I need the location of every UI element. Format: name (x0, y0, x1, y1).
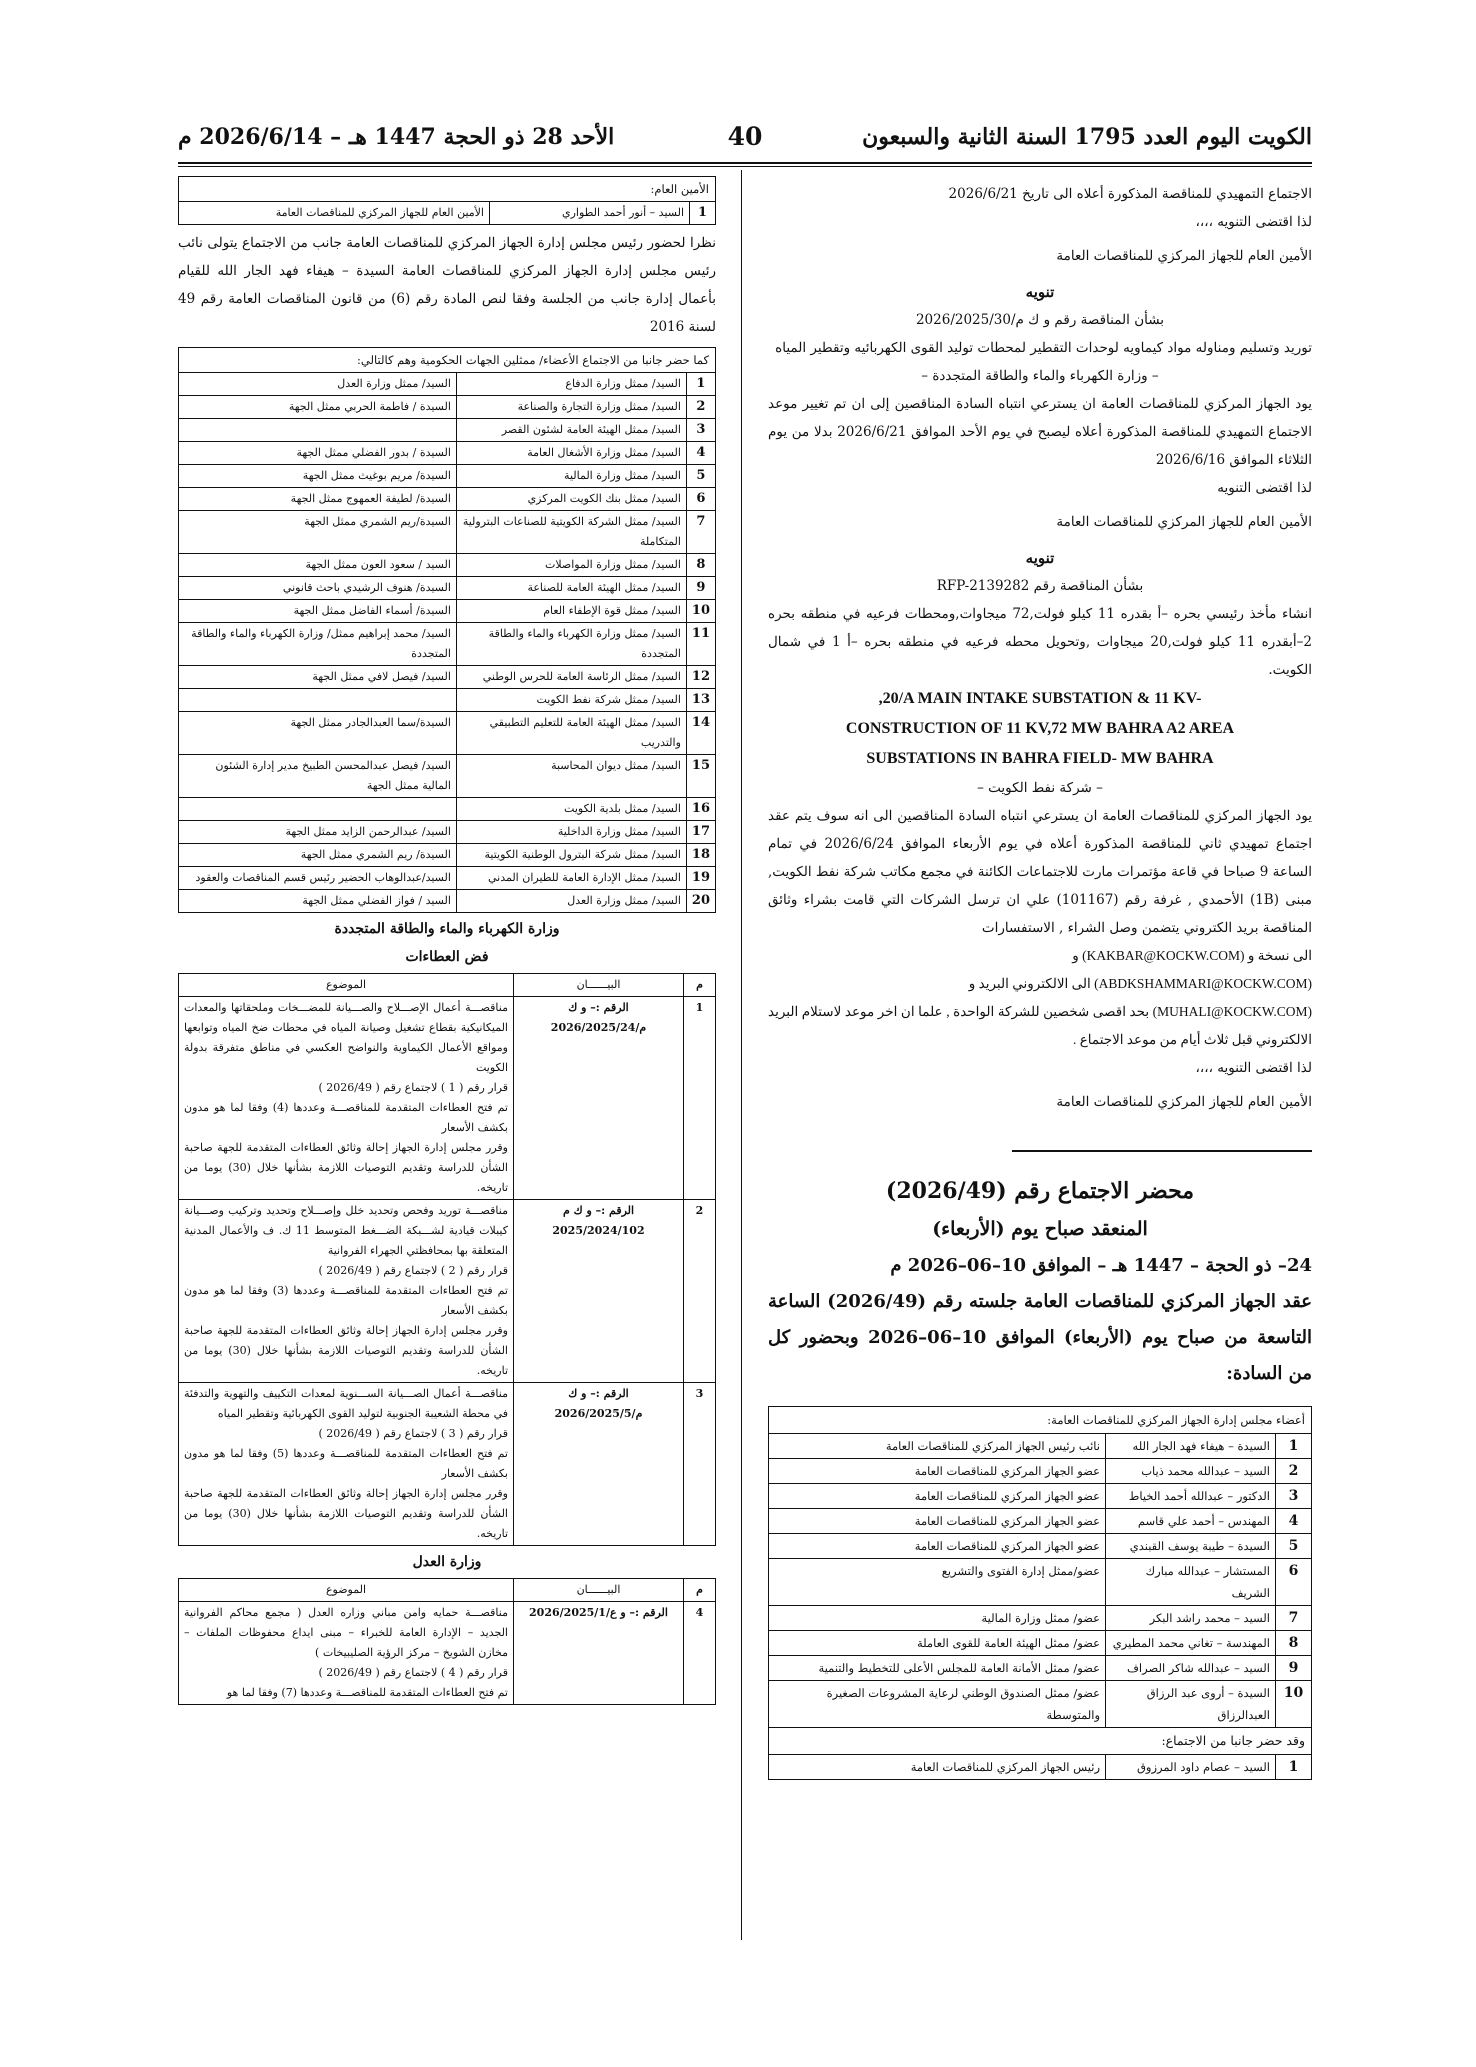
person-cell (179, 798, 457, 821)
subject-line: مناقصـــة توريد وفحص وتحديد خلل وإصـــلاح وتحديد وتركيب وصـــيانة كيبلات قيادية لشـــبكة الضـــغط المتوسط 11 ك. ف والأعمال المدنية المتعلقة بها بمحافظتي الجهراء الفروانية (184, 1204, 508, 1257)
entity-cell: السيد/ ممثل وزارة الداخلية (456, 821, 686, 844)
entity-cell: السيد/ ممثل وزارة التجارة والصناعة (456, 396, 686, 419)
notice-title: تنويه (1025, 549, 1055, 567)
table-row: 1 السيد – عصام داود المرزوق رئيس الجهاز المركزي للمناقصات العامة (769, 1755, 1312, 1780)
row-number: 4 (684, 1602, 716, 1705)
english-title-line: SUBSTATIONS IN BAHRA FIELD- MW BAHRA (866, 750, 1214, 767)
table-row (179, 666, 716, 689)
statement-cell (514, 1383, 684, 1546)
table-row (179, 488, 716, 511)
entity-cell: السيد/ ممثل وزارة الكهرباء والماء والطاقة المتجددة (456, 623, 686, 666)
section-separator (1012, 1150, 1312, 1152)
table-row (179, 577, 716, 600)
subject-line: قرار رقم ( 1 ) لاجتماع رقم ( 2026/49 ) (318, 1081, 508, 1094)
entity-cell: السيد/ ممثل وزارة المواصلات (456, 554, 686, 577)
email-line: (MUHALI@KOCKW.COM) بحد اقصى شخصين للشركة الواحدة , علما ان اخر موعد لاستلام البريد الالكتروني قبل ثلاث أيام من موعد الاجتماع . (768, 1004, 1312, 1047)
entity-cell: السيد/ ممثل بنك الكويت المركزي (456, 488, 686, 511)
person-cell: السيدة / فاطمة الحربي ممثل الجهة (179, 396, 457, 419)
person-cell: السيد/عبدالوهاب الحضير رئيس قسم المناقصات والعقود (179, 867, 457, 890)
table-row (179, 373, 716, 396)
notice-2 (768, 544, 1312, 1116)
entity-cell: السيد/ ممثل الهيئة العامة للصناعة (456, 577, 686, 600)
right-column (768, 180, 1312, 1780)
column-header: الموضوع (179, 1579, 514, 1602)
table-row: 4 المهندس – أحمد علي قاسم عضو الجهاز المركزي للمناقصات العامة (769, 1509, 1312, 1534)
signature: الأمين العام للجهاز المركزي للمناقصات العامة (1056, 248, 1312, 264)
subject-line: قرار رقم ( 4 ) لاجتماع رقم ( 2026/49 ) (318, 1666, 508, 1679)
notice-closing: لذا اقتضى التنويه ،،،، (1195, 1060, 1312, 1076)
table-caption: أعضاء مجلس إدارة الجهاز المركزي للمناقصات العامة: (769, 1407, 1312, 1434)
row-number: 1 (686, 373, 715, 396)
person-cell (179, 419, 457, 442)
person-cell: السيد/ فيصل لافي ممثل الجهة (179, 666, 457, 689)
statement-cell (514, 1200, 684, 1383)
table-row (179, 844, 716, 867)
row-number: 7 (686, 511, 715, 554)
board-members-table (768, 1406, 1312, 1780)
tender-number: بشأن المناقصة رقم و ك م/2026/2025/30 (915, 312, 1165, 328)
statement-cell (514, 997, 684, 1200)
table-row (179, 465, 716, 488)
row-number: 11 (686, 623, 715, 666)
table-row: 5 السيدة – طيبة يوسف القبندي عضو الجهاز المركزي للمناقصات العامة (769, 1534, 1312, 1559)
table-row (179, 1602, 716, 1705)
person-cell: السيدة/سما العبدالجادر ممثل الجهة (179, 712, 457, 755)
meeting-minutes (768, 1172, 1312, 1392)
entity-cell: السيد/ ممثل قوة الإطفاء العام (456, 600, 686, 623)
entity-cell: السيد/ ممثل الشركة الكويتية للصناعات البترولية المتكاملة (456, 511, 686, 554)
person-cell: السيدة/ أسماء الفاضل ممثل الجهة (179, 600, 457, 623)
person-cell: السيدة/ مريم بوغيث ممثل الجهة (179, 465, 457, 488)
table-row (179, 997, 716, 1200)
row-number: 14 (686, 712, 715, 755)
row-number: 8 (686, 554, 715, 577)
tender-ref: الرقم :– و ك (568, 1387, 629, 1400)
subject-cell (179, 1383, 514, 1546)
subject-line: تم فتح العطاءات المتقدمة للمناقصـــة وعددها (3) وفقا لما هو مدون بكشف الأسعار (184, 1284, 508, 1317)
table-row: 8 المهندسة – تغاني محمد المطيري عضو/ ممثل الهيئة العامة للقوى العاملة (769, 1631, 1312, 1656)
english-title-line: CONSTRUCTION OF 11 KV,72 MW BAHRA A2 AREA (845, 720, 1235, 737)
table-row: 1 السيدة – هيفاء فهد الجار الله نائب رئيس الجهاز المركزي للمناقصات العامة (769, 1434, 1312, 1459)
column-header: البيــــــان (514, 974, 684, 997)
signature: الأمين العام للجهاز المركزي للمناقصات العامة (1056, 1094, 1312, 1110)
row-number: 2 (684, 1200, 716, 1383)
page-header (178, 118, 1312, 162)
entity-cell: السيد/ ممثل وزارة الدفاع (456, 373, 686, 396)
entity-cell: السيد/ ممثل ديوان المحاسبة (456, 755, 686, 798)
table-row (179, 511, 716, 554)
subject-line: قرار رقم ( 3 ) لاجتماع رقم ( 2026/49 ) (318, 1427, 508, 1440)
row-number: 18 (686, 844, 715, 867)
row-number: 5 (686, 465, 715, 488)
table-caption: وقد حضر جانبا من الاجتماع: (769, 1728, 1312, 1755)
table-row: 6 المستشار – عبدالله مبارك الشريف عضو/ممثل إدارة الفتوى والتشريع (769, 1559, 1312, 1606)
entity-cell: السيد/ ممثل شركة نفط الكويت (456, 689, 686, 712)
signature: الأمين العام للجهاز المركزي للمناقصات العامة (1056, 514, 1312, 530)
intro-closing: لذا اقتضى التنويه ،،،، (1195, 214, 1312, 230)
page-number: 40 (727, 122, 763, 151)
person-cell: السيدة/ ريم الشمري ممثل الجهة (179, 844, 457, 867)
column-divider (741, 170, 742, 1940)
subject-line: مناقصـــة أعمال الصـــيانة الســـنوية لمعدات التكييف والتهوية والتدفئة في محطة الشعيبة الجنوبية لتوليد القوى الكهربائية وتقطير المياه (184, 1387, 508, 1420)
table-row (179, 1383, 716, 1546)
column-header: البيــــــان (514, 1579, 684, 1602)
row-number: 10 (686, 600, 715, 623)
tender-entity: – وزارة الكهرباء والماء والطاقة المتجددة – (921, 368, 1159, 384)
tender-description: توريد وتسليم ومناوله مواد كيماويه لوحدات التقطير لمحطات توليد القوى الكهربائيه وتقطير المياه (775, 340, 1312, 356)
column-header: م (684, 974, 716, 997)
table-row (179, 1200, 716, 1383)
notice-body: يود الجهاز المركزي للمناقصات العامة ان يسترعي انتباه السادة المناقصين الى انه سوف يتم عقد اجتماع تمهيدي ثاني للمناقصة المذكورة أعلاه في يوم الأربعاء الموافق 2026/6/24 في تمام الساعة 9 صباحا في قاعة مؤتمرات مارت للاجتماعات الكائنة في مجمع مكاتب شركة نفط الكويت, مبنى (1B) الأحمدي , غرفة رقم (101167) علي ان ترسل الشركات التي قامت بشراء وثائق المناقصة بريد الكتروني يتضمن وصل الشراء , الاستفسارات (768, 808, 1313, 936)
subject-line: تم فتح العطاءات المتقدمة للمناقصـــة وعددها (5) وفقا لما هو مدون بكشف الأسعار (184, 1447, 508, 1480)
table-row (179, 798, 716, 821)
tender-ref: الرقم :– و ك م (562, 1204, 635, 1217)
subject-line: وقرر مجلس إدارة الجهاز إحالة وثائق العطاءات المتقدمة للجهة صاحبة الشأن للدراسة وتقديم التوصيات اللازمة بشأنها خلال (30) يوما من تاريخه. (184, 1487, 508, 1540)
subject-line: مناقصـــة حمايه وامن مباني وزاره العدل ( مجمع محاكم الفروانية الجديد – الإدارة العامة للخبراء – مبنى ايداع محفوظات الملفات – مخازن الشويخ – مركز الرؤية الصليبيخات ) (184, 1606, 508, 1659)
subject-cell (179, 1200, 514, 1383)
notice-title: تنويه (1025, 283, 1055, 301)
tender-description: انشاء مأخذ رئيسي بحره –أ بقدره 11 كيلو فولت,72 ميجاوات,ومحطات فرعيه في منطقه بحره 2–أبقدره 11 كيلو فولت,20 ميجاوات ,وتحويل محطه فرعيه في منطقه بحره –أ 1 في شمال الكويت. (768, 606, 1312, 678)
row-number: 1 (684, 997, 716, 1200)
table-caption: كما حضر جانبا من الاجتماع الأعضاء/ ممثلين الجهات الحكومية وهم كالتالي: (179, 348, 716, 373)
left-column (178, 176, 716, 1705)
row-number: 16 (686, 798, 715, 821)
row-number: 13 (686, 689, 715, 712)
tender-ref: م/2026/2025/5 (554, 1407, 643, 1420)
table-row (179, 623, 716, 666)
row-number: 15 (686, 755, 715, 798)
person-cell: السيد/ ممثل وزارة العدل (179, 373, 457, 396)
attendance-table (178, 347, 716, 913)
subject-line: قرار رقم ( 2 ) لاجتماع رقم ( 2026/49 ) (318, 1264, 508, 1277)
ministry-heading: وزارة الكهرباء والماء والطاقة المتجددة (334, 921, 560, 937)
table-row: 1 السيد – أنور أحمد الطواري الأمين العام للجهاز المركزي للمناقصات العامة (179, 202, 716, 225)
table-row (179, 867, 716, 890)
person-cell (179, 689, 457, 712)
row-number: 2 (686, 396, 715, 419)
tenders-table (178, 1578, 716, 1705)
entity-cell: السيد/ ممثل الإدارة العامة للطيران المدني (456, 867, 686, 890)
tender-ref: 2025/2024/102 (552, 1224, 645, 1237)
column-header: م (684, 1579, 716, 1602)
person-cell: السيدة/ لطيفة العمهوج ممثل الجهة (179, 488, 457, 511)
minutes-date: 24– ذو الحجة – 1447 هـ – الموافق 10–06–2026 م (890, 1255, 1312, 1276)
column-header: الموضوع (179, 974, 514, 997)
table-row (179, 890, 716, 913)
person-cell: السيد/ عبدالرحمن الزايد ممثل الجهة (179, 821, 457, 844)
tender-ref: الرقم :– و ك (568, 1001, 629, 1014)
header-rule (178, 162, 1312, 164)
table-row (179, 554, 716, 577)
issue-date: الأحد 28 ذو الحجة 1447 هـ – 2026/6/14 م (178, 124, 615, 150)
table-row (179, 712, 716, 755)
table-row (179, 755, 716, 798)
subject-cell (179, 997, 514, 1200)
subject-line: وقرر مجلس إدارة الجهاز إحالة وثائق العطاءات المتقدمة للجهة صاحبة الشأن للدراسة وتقديم التوصيات اللازمة بشأنها خلال (30) يوما من تاريخه. (184, 1141, 508, 1194)
subject-line: تم فتح العطاءات المتقدمة للمناقصـــة وعددها (4) وفقا لما هو مدون بكشف الأسعار (184, 1101, 508, 1134)
notice-1 (768, 278, 1312, 536)
secretary-table (178, 176, 716, 225)
row-number: 19 (686, 867, 715, 890)
table-row: 10 السيدة – أروى عبد الرزاق العبدالرزاق عضو/ ممثل الصندوق الوطني لرعاية المشروعات الصغيرة والمتوسطة (769, 1681, 1312, 1728)
entity-cell: السيد/ ممثل وزارة العدل (456, 890, 686, 913)
intro-text: الاجتماع التمهيدي للمناقصة المذكورة أعلاه الى تاريخ 2026/6/21 (948, 186, 1312, 202)
session-paragraph: نظرا لحضور رئيس مجلس إدارة الجهاز المركزي للمناقصات العامة جانب من الاجتماع يتولى نائب رئيس مجلس إدارة الجهاز المركزي للمناقصات العامة السيدة – هيفاء فهد الجار الله للقيام بأعمال إدارة جانب من الجلسة وفقا لنص المادة رقم (6) من قانون المناقصات العامة رقم 49 لسنة 2016 (178, 235, 716, 335)
table-row (179, 821, 716, 844)
subject-cell (179, 1602, 514, 1705)
person-cell: السيد / فواز الفضلي ممثل الجهة (179, 890, 457, 913)
section-heading: فض العطاءات (405, 949, 489, 965)
row-number: 12 (686, 666, 715, 689)
entity-cell: السيد/ ممثل وزارة المالية (456, 465, 686, 488)
table-row (179, 689, 716, 712)
table-caption: الأمين العام: (179, 177, 716, 202)
statement-cell (514, 1602, 684, 1705)
row-number: 3 (684, 1383, 716, 1546)
minutes-body: عقد الجهاز المركزي للمناقصات العامة جلسته رقم (2026/49) الساعة التاسعة من صباح يوم (الأربعاء) الموافق 10–06–2026 وبحضور كل من السادة: (768, 1291, 1313, 1384)
table-row: 9 السيد – عبدالله شاكر الصراف عضو/ ممثل الأمانة العامة للمجلس الأعلى للتخطيط والتنمية (769, 1656, 1312, 1681)
table-row (179, 442, 716, 465)
person-cell: السيدة/ هنوف الرشيدي باحث قانوني (179, 577, 457, 600)
minutes-title: محضر الاجتماع رقم (2026/49) (885, 1178, 1195, 1204)
row-number: 4 (686, 442, 715, 465)
person-cell: السيد/ فيصل عبدالمحسن الطبيخ مدير إدارة الشئون المالية ممثل الجهة (179, 755, 457, 798)
table-row (179, 600, 716, 623)
header-rule-thin (178, 166, 1312, 167)
notice-body: يود الجهاز المركزي للمناقصات العامة ان يسترعي انتباه السادة المناقصين إلى ان تم تغيير موعد الاجتماع التمهيدي للمناقصة المذكورة أعلاه ليصبح في يوم الأحد الموافق 2026/6/21 بدلا من يوم الثلاثاء الموافق 2026/6/16 (768, 396, 1312, 468)
person-cell: السيدة/ريم الشمري ممثل الجهة (179, 511, 457, 554)
table-row: 7 السيد – محمد راشد البكر عضو/ ممثل وزارة المالية (769, 1606, 1312, 1631)
table-row: 3 الدكتور – عبدالله أحمد الخياط عضو الجهاز المركزي للمناقصات العامة (769, 1484, 1312, 1509)
english-title-line: ,20/A MAIN INTAKE SUBSTATION & 11 KV- (878, 690, 1202, 707)
subject-line: مناقصـــة أعمال الإصـــلاح والصـــيانة للمضـــخات وملحقاتها والمعدات الميكانيكية بقطاع تشغيل وصيانة المياه في محطات ضخ المياه وتوابعها ومواقع الأعمال الكيماوية والنواضح العكسي في مناطق متفرقة بدولة الكويت (184, 1001, 508, 1074)
subject-line: تم فتح العطاءات المتقدمة للمناقصـــة وعددها (7) وفقا لما هو (226, 1686, 508, 1699)
row-number: 3 (686, 419, 715, 442)
row-number: 17 (686, 821, 715, 844)
entity-cell: السيد/ ممثل الهيئة العامة لشئون القصر (456, 419, 686, 442)
entity-cell: السيد/ ممثل شركة البترول الوطنية الكويتية (456, 844, 686, 867)
minutes-subtitle: المنعقد صباح يوم (الأربعاء) (932, 1218, 1148, 1240)
email-line: الى نسخة و (KAKBAR@KOCKW.COM) و (1072, 948, 1312, 963)
notice-closing: لذا اقتضى التنويه (1217, 480, 1312, 496)
entity-cell: السيد/ ممثل الرئاسة العامة للحرس الوطني (456, 666, 686, 689)
tender-entity: – شركة نفط الكويت – (977, 780, 1103, 796)
entity-cell: السيد/ ممثل وزارة الأشغال العامة (456, 442, 686, 465)
table-row (179, 396, 716, 419)
table-row (179, 419, 716, 442)
person-cell: السيد / سعود العون ممثل الجهة (179, 554, 457, 577)
email-line: (ABDKSHAMMARI@KOCKW.COM) الى الالكتروني البريد و (968, 976, 1312, 991)
table-row: 2 السيد – عبدالله محمد ذياب عضو الجهاز المركزي للمناقصات العامة (769, 1459, 1312, 1484)
person-cell: السيد/ محمد إبراهيم ممثل/ وزارة الكهرباء والماء والطاقة المتجددة (179, 623, 457, 666)
tender-number: بشأن المناقصة رقم RFP-2139282 (936, 578, 1144, 594)
tenders-table (178, 973, 716, 1546)
tender-ref: م/2026/2025/24 (550, 1021, 647, 1034)
row-number: 9 (686, 577, 715, 600)
row-number: 6 (686, 488, 715, 511)
entity-cell: السيد/ ممثل الهيئة العامة للتعليم التطبيقي والتدريب (456, 712, 686, 755)
tender-ref: الرقم :– و ع/2026/2025/1 (529, 1606, 668, 1619)
subject-line: وقرر مجلس إدارة الجهاز إحالة وثائق العطاءات المتقدمة للجهة صاحبة الشأن للدراسة وتقديم التوصيات اللازمة بشأنها خلال (30) يوما من تاريخه. (184, 1324, 508, 1377)
ministry-heading: وزارة العدل (412, 1554, 482, 1570)
gazette-issue-title: الكويت اليوم العدد 1795 السنة الثانية والسبعون (862, 124, 1312, 150)
row-number: 20 (686, 890, 715, 913)
entity-cell: السيد/ ممثل بلدية الكويت (456, 798, 686, 821)
person-cell: السيدة / بدور الفضلي ممثل الجهة (179, 442, 457, 465)
